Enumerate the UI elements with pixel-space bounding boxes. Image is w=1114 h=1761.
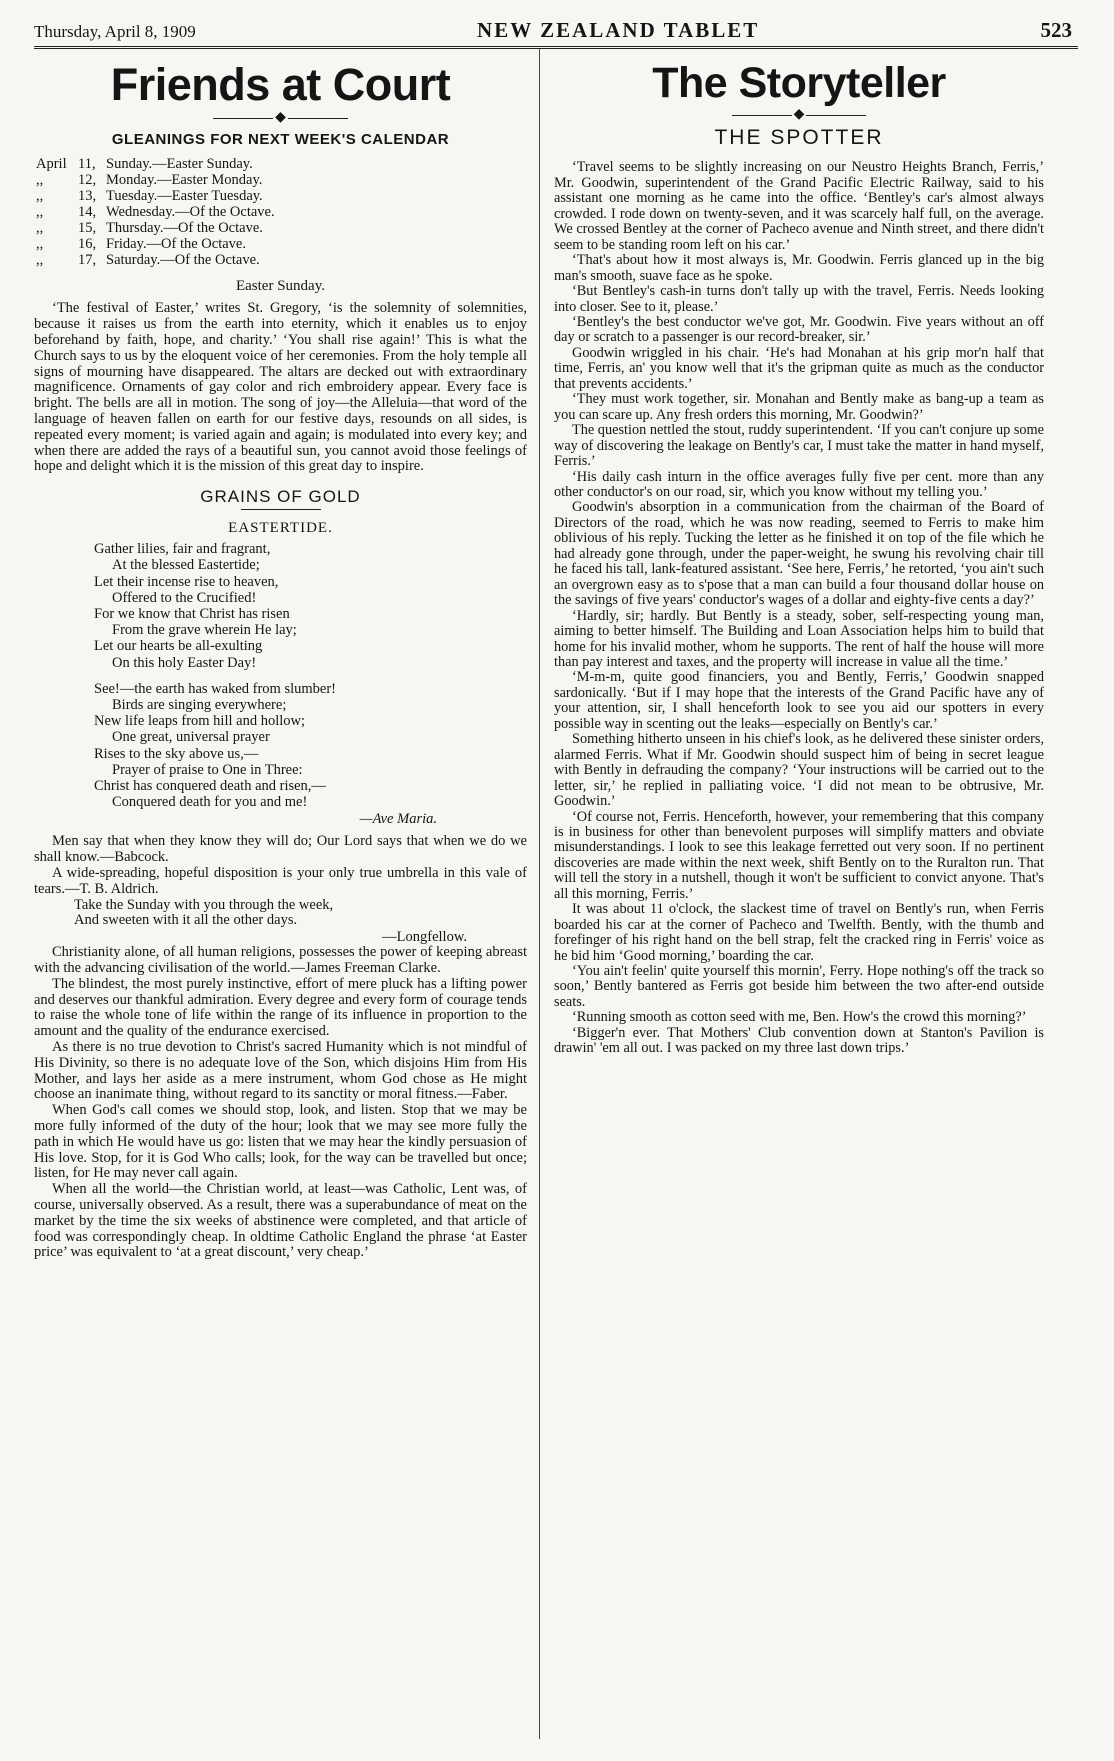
calendar-entry (36, 172, 527, 188)
calendar-text: Tuesday.—Easter Tuesday. (106, 188, 263, 205)
poem-line: Birds are singing everywhere; (112, 697, 287, 714)
calendar-entry (36, 188, 527, 204)
story-paragraph: ‘Bentley's the best conductor we've got, Mr. Goodwin. Five years without an off day or scratch to a passenger is our record-breaker, sir.’ (554, 314, 1044, 346)
poem-line: Let our hearts be all-exulting (94, 638, 263, 655)
calendar-text: Thursday.—Of the Octave. (106, 220, 263, 237)
poem-line: Conquered death for you and me! (112, 794, 308, 811)
heading-rule (241, 509, 321, 510)
story-paragraph: Goodwin's absorption in a communication from the chairman of the Board of Directors of the road, which he was now reading, seemed to Ferris to make him oblivious of his reply. Tucking the letter as he finished it on top of the file which he had already gone through, under the paper-weight, he swung his revolving chair till he faced his tall, lank-featured assistant. ‘See here, Ferris,’ he retorted, ‘you ain't such an overgrown easy as to s'pose that a man can build a four thousand dollar house on the savings of five years' conductor's wages of a dollar and eighty-five cents a day?’ (554, 499, 1044, 609)
calendar-entry (36, 204, 527, 220)
story-paragraph: ‘They must work together, sir. Monahan and Bently make as bang-up a team as you can scare up. Any fresh orders this morning, Mr. Goodwin?’ (554, 391, 1044, 423)
calendar-month: ,, (36, 252, 44, 269)
calendar-heading: GLEANINGS FOR NEXT WEEK'S CALENDAR (111, 131, 450, 149)
easter-paragraph: ‘The festival of Easter,’ writes St. Gregory, ‘is the solemnity of solemnities, because it raises us from the earth into eternity, which it enables us to enjoy beforehand by faith, hope, and charity.’ ‘You shall rise again!’ This is what the Church says to us by the eloquent voice of her ceremonies. From the holy temple all signs of mourning have disappeared. The altars are decked out with extraordinary magnificence. Ornaments of gay color and rich embroidery appear. Every face is bright. The bells are all in motion. The song of joy—the Alleluia—that word of the language of heaven fallen on earth for our festive days, resounds on all sides, is repeated every moment; is varied again and again; is modulated into every key; and when there are added the rays of a beautiful sun, you cannot avoid those feelings of hope and delight which it is the mission of this great day to inspire. (34, 300, 527, 475)
story-paragraph: ‘You ain't feelin' quite yourself this mornin', Ferry. Hope nothing's off the track so soon,’ Bently bantered as Ferris got beside him between the two after-end outside seats. (554, 963, 1044, 1010)
story-paragraph: ‘M-m-m, quite good financiers, you and Bently, Ferris,’ Goodwin snapped sardonically. ‘But if I may hope that the interests of the Grand Pacific have any of your attention, sir, I shall henceforth look to see you aid our spotters in every possible way in scenting out the leaks—especially on Bently's car.’ (554, 669, 1044, 732)
quote-longfellow-line: Take the Sunday with you through the week, (74, 896, 334, 913)
story-paragraph: ‘Running smooth as cotton seed with me, Ben. How's the crowd this morning?’ (572, 1009, 1027, 1026)
story-paragraph: ‘Travel seems to be slightly increasing on our Neustro Heights Branch, Ferris,’ Mr. Goodwin, superintendent of the Grand Pacific Electric Railway, said to his assistant one morning as he came into the office. ‘Bentley's car's almost always crowded. I rode down on twenty-seven, and it was scarcely half full, on the average. We crossed Bentley at the corner of Pacheco avenue and Ninth street, and there didn't seem to be standing room left on his car.’ (554, 159, 1044, 253)
right-column (539, 49, 1044, 1739)
poem-line: Let their incense rise to heaven, (94, 573, 279, 590)
poem-line: On this holy Easter Day! (112, 654, 257, 671)
columns (34, 49, 1078, 1739)
quote-longfellow-line: And sweeten with it all the other days. (74, 912, 298, 929)
poem-line: One great, universal prayer (112, 729, 270, 746)
calendar-month: April (36, 156, 67, 173)
calendar-month: ,, (36, 220, 44, 237)
calendar-day: 16, (78, 236, 97, 253)
poem-line: From the grave wherein He lay; (112, 622, 297, 639)
poem-title: EASTERTIDE. (228, 520, 333, 537)
story-paragraph: ‘That's about how it most always is, Mr. Goodwin. Ferris glanced up in the big man's smooth, suave face as he spoke. (554, 252, 1044, 284)
poem-attribution: —Ave Maria. (359, 811, 437, 828)
calendar-entry (36, 236, 527, 252)
running-head (34, 18, 1078, 49)
calendar-month: ,, (36, 188, 44, 205)
story-paragraph: The question nettled the stout, ruddy superintendent. ‘If you can't conjure up some way of discovering the leakage on Bently's car, I must take the matter in hand myself, Ferris.’ (554, 422, 1044, 470)
poem-line: At the blessed Eastertide; (112, 557, 260, 574)
ornament-rule: ◆ (34, 111, 527, 125)
calendar-entry (36, 156, 527, 172)
quote-babcock: Men say that when they know they will do; Our Lord says that when we do we shall know.—Babcock. (34, 833, 527, 866)
calendar-text: Saturday.—Of the Octave. (106, 252, 260, 269)
story-paragraph: Goodwin wriggled in his chair. ‘He's had Monahan at his grip mor'n half that time, Ferris, an' you know well that it's the gripman quite as much as the conductor that prevents accidents.’ (554, 344, 1044, 392)
story-paragraph: Something hitherto unseen in his chief's look, as he delivered these sinister orders, alarmed Ferris. What if Mr. Goodwin should suspect him of being in secret league with Bently in defrauding the company? ‘Your instructions will be carried out to the letter, sir,’ he replied in palliating voice. ‘I did not mean to be obtrusive, Mr. Goodwin.’ (554, 731, 1044, 810)
calendar-entry (36, 220, 527, 236)
easter-sunday-heading: Easter Sunday. (235, 278, 325, 295)
story-paragraph: ‘Of course not, Ferris. Henceforth, however, your remembering that this company is in business for other than benevolent purposes will simplify matters and obviate misunderstandings. I look to see this leakage ferretted out very soon. If no pertinent discoveries are made within the next week, shift Bently on to the Ruralton run. That will tell the story in a nutshell, though it won't be sufficient to convict anyone. That's all this morning, Ferris.’ (554, 808, 1044, 902)
story-title: THE SPOTTER (714, 126, 884, 150)
grains-of-gold-heading: GRAINS OF GOLD (200, 487, 361, 507)
quote-clarke: Christianity alone, of all human religions, possesses the power of keeping abreast with the advancing civilisation of the world.—James Freeman Clarke. (34, 944, 527, 977)
poem-line: New life leaps from hill and hollow; (94, 713, 306, 730)
calendar-month: ,, (36, 172, 44, 189)
calendar-month: ,, (36, 236, 44, 253)
poem-line: Rises to the sky above us,— (94, 745, 259, 762)
ornament-rule: ◆ (554, 108, 1044, 122)
story-paragraph: ‘But Bentley's cash-in turns don't tally up with the travel, Ferris. Needs looking into closer. See to it, please.’ (554, 283, 1044, 315)
left-column (34, 49, 539, 1739)
publication-name: NEW ZEALAND TABLET (477, 18, 760, 42)
paragraph-easter-price: When all the world—the Christian world, at least—was Catholic, Lent was, of course, universally observed. As a result, there was a superabundance of meat on the market by the time the six weeks of abstinence were completed, and that article of food was correspondingly cheap. In oldtime Catholic England the phrase ‘at Easter price’ was equivalent to ‘at a great discount,’ very cheap.’ (34, 1181, 527, 1261)
issue-date: Thursday, April 8, 1909 (34, 22, 196, 41)
poem (94, 541, 527, 810)
calendar-entry (36, 252, 527, 268)
calendar-text: Friday.—Of the Octave. (106, 236, 246, 253)
section-title-friends-at-court: Friends at Court (110, 59, 451, 110)
page-number: 523 (1040, 18, 1072, 42)
poem-line: See!—the earth has waked from slumber! (94, 680, 336, 697)
story-paragraph: ‘His daily cash inturn in the office averages fully five per cent. more than any other conductor's on our road, sir, which you know without my telling you.’ (554, 468, 1044, 500)
calendar-text: Wednesday.—Of the Octave. (106, 204, 275, 221)
calendar-day: 12, (78, 172, 97, 189)
calendar-list (36, 156, 527, 268)
calendar-day: 15, (78, 220, 97, 237)
paragraph-gods-call: When God's call comes we should stop, look, and listen. Stop that we may be more fully informed of the duty of the hour; look that we may see more fully the path in which He would have us go: listen that we may hear the kindly persuasion of His love. Stop, for it is God Who calls; look, for the way can be travelled but once; listen, for He may never call again. (34, 1102, 527, 1182)
quote-longfellow-attribution: —Longfellow. (382, 929, 467, 946)
calendar-text: Sunday.—Easter Sunday. (106, 156, 253, 173)
poem-line: Prayer of praise to One in Three: (112, 761, 303, 778)
calendar-day: 17, (78, 252, 97, 269)
section-title-storyteller: The Storyteller (652, 59, 946, 107)
calendar-text: Monday.—Easter Monday. (106, 172, 263, 189)
calendar-day: 11, (78, 156, 96, 173)
calendar-day: 14, (78, 204, 97, 221)
calendar-day: 13, (78, 188, 97, 205)
quote-faber: As there is no true devotion to Christ's sacred Humanity which is not mindful of His Divinity, so there is no adequate love of the Son, which disjoins Him from His Mother, and lays her aside as a mere instrument, whom God chose as He might choose an inanimate thing, without regard to its sanctity or moral fitness.—Faber. (34, 1039, 527, 1103)
story-paragraph: ‘Bigger'n ever. That Mothers' Club convention down at Stanton's Pavilion is drawin' 'em all out. I was packed on my three last down trips.’ (554, 1024, 1044, 1057)
quote-aldrich: A wide-spreading, hopeful disposition is your only true umbrella in this vale of tears.—T. B. Aldrich. (34, 865, 527, 897)
poem-line: Christ has conquered death and risen,— (94, 778, 326, 795)
poem-line: Offered to the Crucified! (112, 589, 257, 606)
paragraph-courage: The blindest, the most purely instinctive, effort of mere pluck has a lifting power and deserves our thankful admiration. Every degree and every form of courage tends to raise the whole tone of life within the range of its influence in proportion to the amount and the quality of the endurance exercised. (34, 975, 527, 1040)
stanza-break (94, 671, 527, 681)
poem-line: For we know that Christ has risen (94, 606, 290, 623)
story-paragraph: ‘Hardly, sir; hardly. But Bently is a steady, sober, self-respecting young man, aiming to better himself. The Building and Loan Association helps him to build that home for his invalid mother, whom he supports. The rent of half the house will more than pay interest and taxes, and the property will increase in value all the time.’ (554, 607, 1044, 670)
calendar-month: ,, (36, 204, 44, 221)
story-paragraph: It was about 11 o'clock, the slackest time of travel on Bently's run, when Ferris boarded his car at the corner of Pacheco and Twelfth. Bently, with the thumb and forefinger of his right hand on the bell strap, felt the cracked ring in Ferris' voice as he bid him ‘Good morning,’ boarding the car. (554, 901, 1044, 964)
poem-line: Gather lilies, fair and fragrant, (94, 541, 271, 558)
